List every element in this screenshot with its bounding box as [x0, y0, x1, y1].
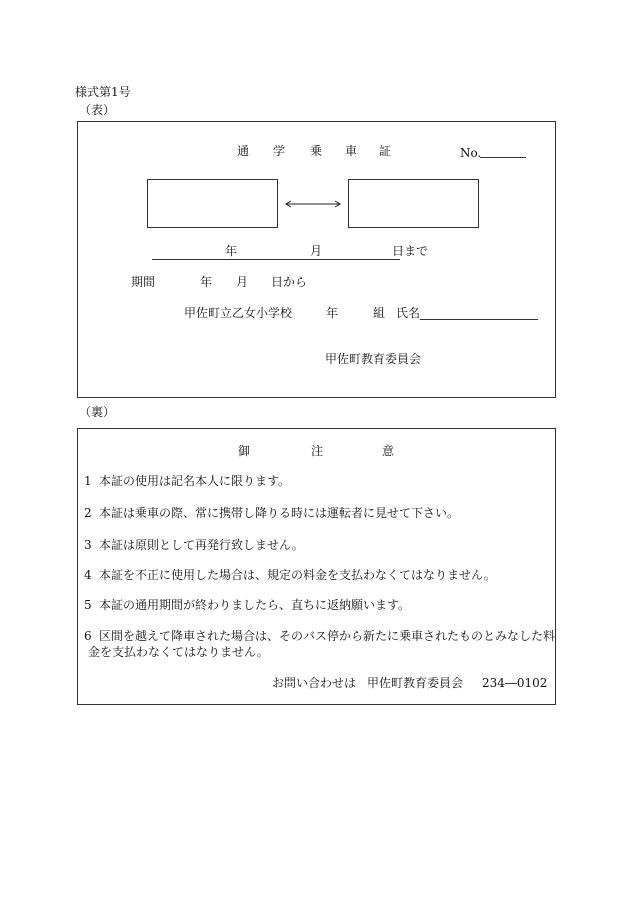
period-month-label: 月 — [236, 275, 249, 289]
student-name-blank[interactable] — [420, 319, 538, 320]
issuer: 甲佐町教育委員会 — [325, 352, 422, 366]
note-text-continuation: 金を支払わなくてはなりません。 — [88, 645, 269, 659]
back-side-label: （裏） — [79, 405, 116, 419]
note-text: 本証の使用は記名本人に限ります。 — [99, 474, 291, 488]
note-text: 本証は原則として再発行致しません。 — [99, 538, 304, 552]
until-day-label: 日まで — [392, 244, 429, 258]
student-name-label: 氏名 — [396, 306, 421, 320]
grade-label: 年 — [326, 306, 339, 320]
form-number: 様式第1号 — [75, 85, 131, 99]
origin-stop-box[interactable] — [147, 179, 278, 228]
contact-org: 甲佐町教育委員会 — [367, 676, 464, 690]
front-title-char: 学 — [273, 144, 286, 158]
note-number: 5 — [84, 598, 92, 612]
front-title-char: 車 — [345, 144, 358, 158]
serial-number-blank[interactable] — [480, 157, 526, 158]
period-label: 期間 — [131, 275, 156, 289]
front-title-char: 通 — [237, 144, 250, 158]
until-date-underline[interactable] — [152, 259, 400, 260]
period-year-label: 年 — [200, 275, 213, 289]
note-number: 1 — [84, 474, 92, 488]
route-arrow-icon — [284, 198, 342, 208]
note-text: 本証を不正に使用した場合は、規定の料金を支払わなくてはなりません。 — [99, 568, 496, 582]
note-number: 2 — [84, 506, 92, 520]
school-name: 甲佐町立乙女小学校 — [184, 306, 293, 320]
back-title-char: 注 — [311, 444, 324, 458]
class-label: 組 — [373, 306, 386, 320]
note-text: 本証の通用期間が終わりましたら、直ちに返納願います。 — [99, 598, 411, 612]
serial-number-label: No. — [460, 146, 482, 160]
until-year-label: 年 — [225, 244, 238, 258]
note-text: 本証は乗車の際、常に携帯し降りる時には運転者に見せて下さい。 — [99, 506, 460, 520]
front-title-char: 証 — [379, 144, 392, 158]
note-number: 6 — [84, 629, 92, 643]
front-side-label: （表） — [79, 103, 116, 117]
note-number: 4 — [84, 568, 92, 582]
contact-label: お問い合わせは — [272, 676, 357, 690]
back-title-char: 意 — [382, 444, 395, 458]
note-text: 区間を越えて降車された場合は、そのバス停から新たに乗車されたものとみなした料 — [99, 629, 556, 643]
back-title-char: 御 — [238, 444, 251, 458]
contact-phone: 234―0102 — [482, 676, 548, 690]
destination-stop-box[interactable] — [348, 179, 479, 228]
note-number: 3 — [84, 538, 92, 552]
until-month-label: 月 — [310, 244, 323, 258]
front-title-char: 乗 — [310, 144, 323, 158]
back-card — [77, 428, 556, 705]
period-day-label: 日から — [271, 275, 308, 289]
